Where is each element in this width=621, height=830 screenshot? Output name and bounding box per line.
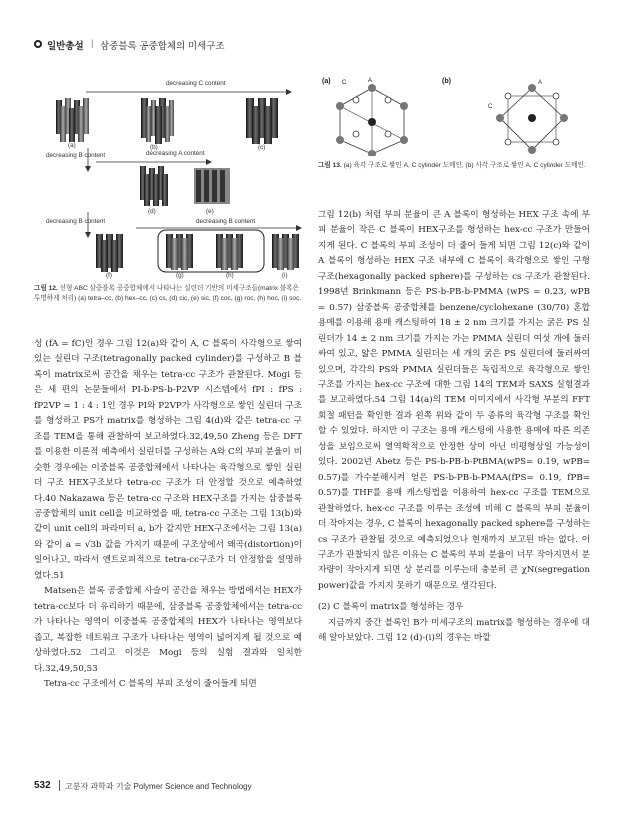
panel-label-e: (e) <box>206 208 214 215</box>
panel-label-a: (a) <box>68 142 76 149</box>
label-decreasing-c: decreasing C content <box>166 80 226 87</box>
left-paragraph-1: 성 (fA = fC)인 경우 그림 12(a)와 같이 A, C 블록이 사각형으로 쌓여있는 실린더 구조(tetragonally packed cylinder)를 구성하고 B 블록이 matrix로써 공간을 채우는 tetra-cc 구조가 관찰된다. Mogi 등은 세 편의 논문들에서 PI-b-PS-b-P2VP 시스템에서 fPI : fPS : fP2VP = 1 : 4 : 1인 경우 PI와 P2VP가 사각형으로 쌓인 실린더 구조를 형성하고 PS가 matrix를 형성하는 그림 4(d)와 같은 tetra-cc 구조를 TEM을 통해 관찰하여 보고하였다.32,49,50 Zheng 등은 DFT를 이용한 이론적 예측에서 실린더를 구성하는 A와 C의 부피 분율이 비슷한 경우에는 이중블록 공중합체에서 나타나는 육각형으로 쌓인 실린더 구조 HEX구조보다 tetra-cc 구조가 더 안정할 것으로 예측하였다.40 Nakazawa 등은 tetra-cc 구조와 HEX구조를 가지는 삼중블록 공중합체의 unit cell을 비교하였을 때, tetra-cc 구조는 그림 13(b)와 같이 unit cell의 파라미터 a, b가 같지만 HEX구조에서는 그림 13(a)와 같이 a = √3b 값을 가지기 때문에 구조상에서 왜곡(distortion)이 일어나고, 따라서 엔트로피적으로 tetra-cc구조가 더 안정함을 설명하였다.51 <box>34 339 302 581</box>
panel-label-h: (h) <box>226 272 234 279</box>
page-number: 532 <box>34 780 51 791</box>
header-separator: | <box>91 38 94 49</box>
figure-13-caption-body: (a) 육각 구조로 쌓인 A, C cylinder 도메인, (b) 사각 구조로 쌓인 A, C cylinder 도메인. <box>343 162 586 169</box>
section-bullet-icon <box>34 40 42 48</box>
figure-13-caption <box>318 161 590 171</box>
panel-f-cylinders <box>96 234 123 272</box>
label-decreasing-b-3: decreasing B content <box>196 218 256 225</box>
panel-b-cylinders <box>141 98 174 144</box>
figure-12 <box>46 76 310 279</box>
figure-13a-lattice <box>336 84 408 156</box>
panel-g-cylinders <box>166 234 193 270</box>
panel-label-f: (f) <box>106 272 112 279</box>
figure-13 <box>322 78 584 156</box>
figure-13b-label-a: A <box>538 80 543 86</box>
figure-12-caption-body: 선형 ABC 삼중블록 공중합체에서 나타나는 실린더 기반의 미세구조들(matrix 블록은 투명하게 처리) (a) tetra–cc, (b) hex–cc, (c) cs, (d) cic, (e) sic, (f) coc, (g) roc, (h) hoc, (i) soc. <box>34 285 302 302</box>
panel-d-cylinders <box>140 166 168 206</box>
footer-divider <box>59 780 60 791</box>
panel-c-cylinders <box>246 98 278 144</box>
panel-a-cylinders <box>56 98 89 142</box>
header-topic: 삼중블록 공중합체의 미세구조 <box>100 41 225 52</box>
figure-12-illustration <box>46 76 310 276</box>
right-paragraph-1: 그림 12(b) 처럼 부피 분율이 큰 A 블록이 형성하는 HEX 구조 속에 부피 분율이 작은 C 블록이 HEX구조를 형성하는 hex-cc 구조가 만들어지게 된다. C 블록의 부피 조성이 더 줄어 들게 되면 그림 12(c)와 같이 A 블록이 형성하는 HEX 구조 내부에 C 블록이 육각형으로 쌓인 구형 구조(hexagonally packed sphere)를 구성하는 cs 구조가 관찰된다. 1998년 Brinkmann 등은 PS-b-PB-b-PMMA (wPS = 0.23, wPB = 0.57) 삼중블록 공중합체를 benzene/cyclohexane (30/70) 혼합 용매를 이용해 용매 캐스팅하여 18 ± 2 nm 크기를 가지는 굵은 PS 실린더가 14 ± 2 nm 크기를 가지는 가는 PMMA 실린더 여섯 개에 둘러싸여 있고, 얇은 PMMA 실린더는 세 개의 굵은 PS 실린더에 둘러싸여 있으며, 각각의 PS와 PMMA 실린더들은 독립적으로 육각형으로 쌓인 구조를 가지는 hex-cc 구조에 대한 그림 14의 TEM과 SAXS 실험결과를 보고하였다.54 그림 14(a)의 TEM 이미지에서 사각형 부분의 FFT 회절 패턴을 확인한 결과 왼쪽 위와 같이 두 종류의 육각형 구조를 확인할 수 있었다. 하지만 이 구조는 용매 캐스팅에 사용한 용매에 따른 의존성을 보임으로써 열역학적으로 안정한 상이 아닌 비평형상일 가능성이 있다. 2002년 Abetz 등은 PS-b-PB-b-PtBMA(wPS= 0.19, wPB= 0.57)를 가수분해시켜 얻은 PS-b-PB-b-PMAA(fPS= 0.19, fPB= 0.57)를 THF를 용매 캐스팅법을 이용하여 hex-cc 구조를 TEM으로 관찰하였다. hex-cc 구조를 이루는 조성에 비해 C 블록의 부피 분율이 더 작아지는 경우, C 블록이 hexagonally packed sphere를 구성하는 cs 구조가 관찰될 것으로 예측되었으나 현재까지 보고된 바는 없다. 이 구조가 관찰되지 않은 이유는 C 블록의 부피 분율이 너무 작아지면서 분자량이 작아지게 되면 상 분리를 이루는데 충분히 큰 χN(segregation power)값을 가지지 못하기 때문으로 생각된다. <box>318 210 590 591</box>
panel-i-cylinders <box>272 234 299 270</box>
panel-h-cylinders <box>216 234 243 270</box>
page-header <box>34 38 594 54</box>
left-column <box>34 337 302 692</box>
figure-12-caption <box>34 284 304 304</box>
right-paragraph-2: 지금까지 중간 블록인 B가 미세구조의 matrix를 형성하는 경우에 대해 알아보았다. 그림 12 (d)-(i)의 경우는 바깥 <box>318 617 590 644</box>
figure-13b-label-c: C <box>488 104 493 110</box>
label-decreasing-a: decreasing A content <box>146 150 205 157</box>
left-paragraph-2: Matsen은 블록 공중합체 사슬이 공간을 채우는 방법에서는 HEX가 tetra-cc보다 더 유리하기 때문에, 삼중블록 공중합체에서는 tetra-cc가 나타나는 영역이 이중블록 공중합체의 HEX가 나타나는 영역보다 좁고, 복잡한 네트워크 구조가 나타나는 영역이 넓어지게 될 것으로 예상하였다.52 그리고 이것은 Mogi 등의 실험 결과와 일치한다.32,49,50,53 <box>34 586 302 674</box>
right-column <box>318 208 590 647</box>
journal-name: 고분자 과학과 기술 Polymer Science and Technology <box>65 782 252 791</box>
panel-e-spheres <box>194 168 230 204</box>
figure-12-caption-title: 그림 12. <box>34 285 58 292</box>
figure-13a-label-c: C <box>342 80 347 86</box>
figure-13a-label-a: A <box>368 78 373 84</box>
left-paragraph-3: Tetra-cc 구조에서 C 블록의 부피 조성이 줄어들게 되면 <box>44 678 257 689</box>
panel-label-c: (c) <box>258 144 266 151</box>
figure-13-panel-b: (b) <box>442 78 451 85</box>
figure-13-caption-title: 그림 13. <box>318 162 342 169</box>
figure-13-illustration <box>322 78 584 156</box>
panel-label-g: (g) <box>176 272 184 279</box>
label-decreasing-b-1: decreasing B content <box>46 152 106 159</box>
figure-13-panel-a: (a) <box>322 78 331 85</box>
header-category: 일반총설 <box>47 41 84 52</box>
panel-label-b: (b) <box>150 144 158 151</box>
panel-label-i: (i) <box>282 272 288 279</box>
right-section-heading: (2) C 블록이 matrix를 형성하는 경우 <box>318 602 464 613</box>
label-decreasing-b-2: decreasing B content <box>46 218 106 225</box>
panel-label-d: (d) <box>148 208 156 215</box>
figure-13b-lattice <box>496 84 568 154</box>
